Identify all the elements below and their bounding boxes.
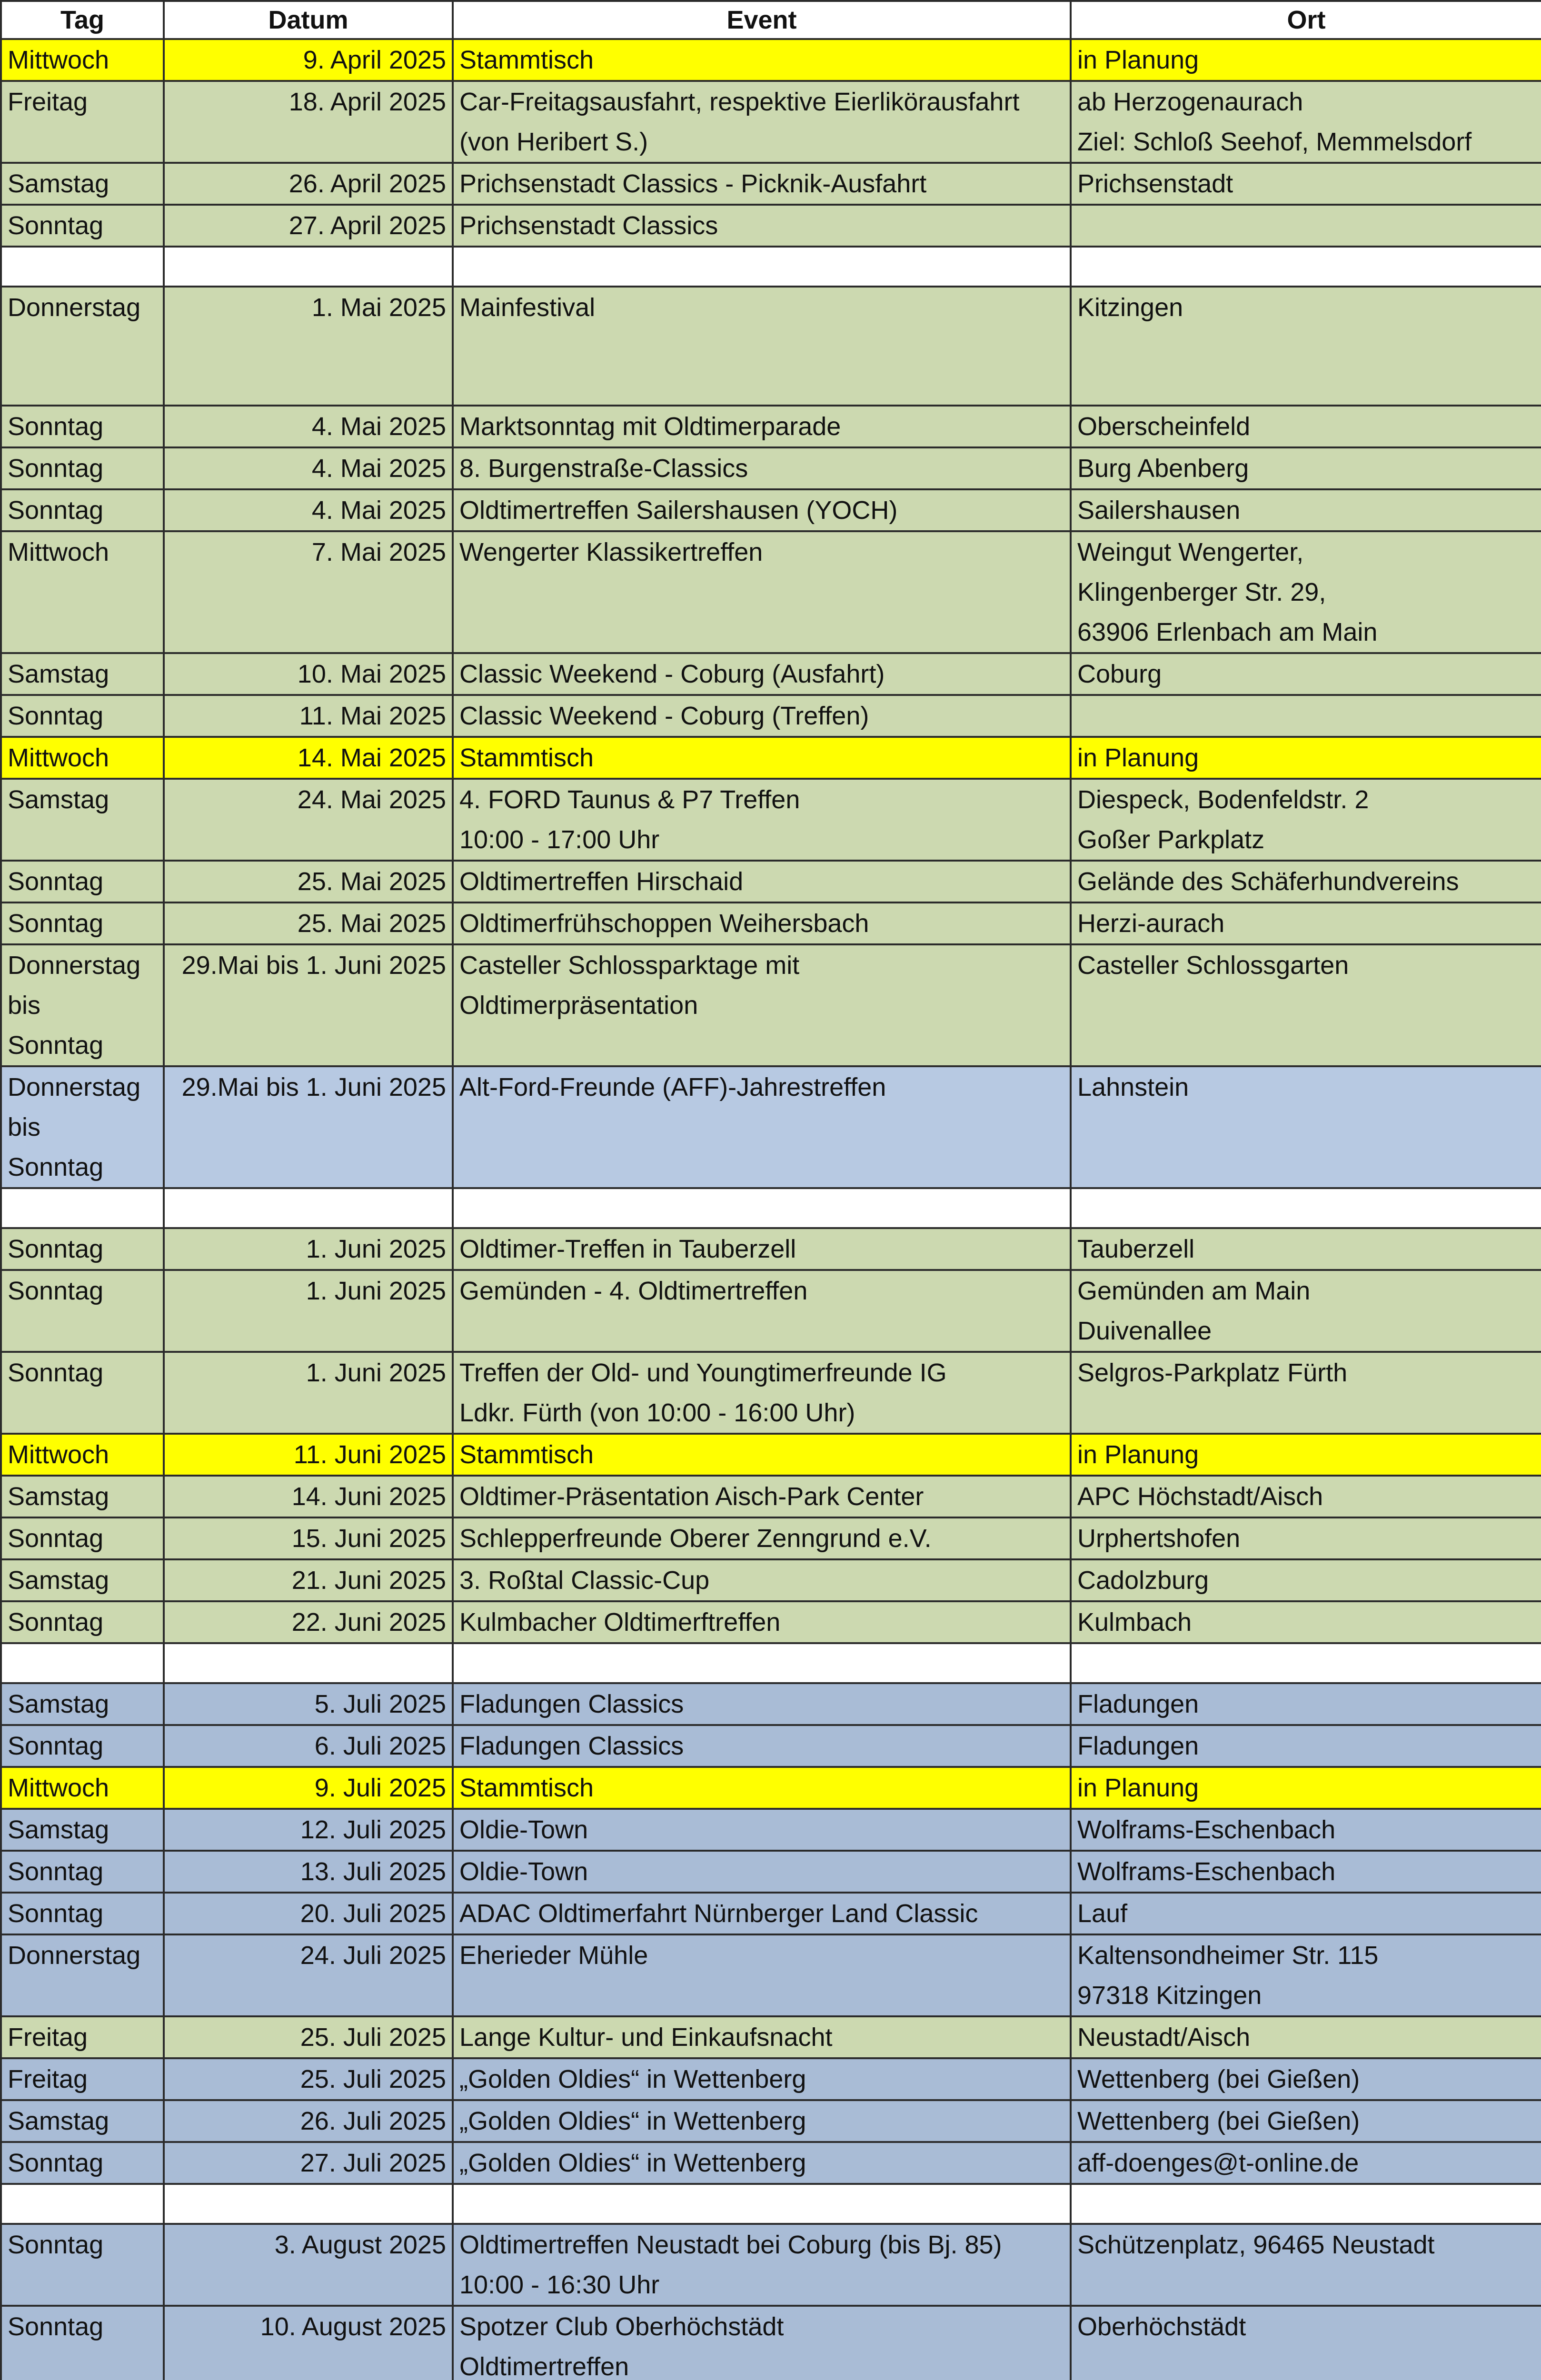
- date-cell: [164, 1643, 453, 1683]
- date-cell: 21. Juni 2025: [164, 1559, 453, 1601]
- location-cell: Casteller Schlossgarten: [1071, 944, 1541, 1066]
- location-cell: in Planung: [1071, 39, 1541, 81]
- event-cell: Wengerter Klassikertreffen: [453, 531, 1071, 653]
- location-cell: Diespeck, Bodenfeldstr. 2 Goßer Parkplatz: [1071, 779, 1541, 861]
- event-row: [1, 902, 1541, 944]
- date-cell: 1. Juni 2025: [164, 1270, 453, 1352]
- event-row: [1, 695, 1541, 737]
- tag-cell: Samstag: [1, 163, 164, 205]
- event-row: [1, 163, 1541, 205]
- date-cell: 5. Juli 2025: [164, 1683, 453, 1725]
- tag-cell: Sonntag: [1, 902, 164, 944]
- tag-cell: Sonntag: [1, 1893, 164, 1934]
- date-cell: 11. Mai 2025: [164, 695, 453, 737]
- tag-cell: Sonntag: [1, 2306, 164, 2380]
- event-cell: Stammtisch: [453, 1767, 1071, 1809]
- location-cell: Neustadt/Aisch: [1071, 2016, 1541, 2058]
- date-cell: 4. Mai 2025: [164, 447, 453, 489]
- event-row: [1, 39, 1541, 81]
- date-cell: 1. Mai 2025: [164, 287, 453, 406]
- event-cell: Marktsonntag mit Oldtimerparade: [453, 406, 1071, 447]
- location-cell: Wolframs-Eschenbach: [1071, 1851, 1541, 1893]
- tag-cell: Mittwoch: [1, 531, 164, 653]
- event-row: [1, 81, 1541, 163]
- tag-cell: Sonntag: [1, 406, 164, 447]
- event-row: [1, 653, 1541, 695]
- location-cell: Oberhöchstädt: [1071, 2306, 1541, 2380]
- event-row: [1, 737, 1541, 779]
- date-cell: 9. April 2025: [164, 39, 453, 81]
- location-cell: [1071, 695, 1541, 737]
- event-row: [1, 1683, 1541, 1725]
- date-cell: 11. Juni 2025: [164, 1434, 453, 1476]
- tag-cell: [1, 1188, 164, 1228]
- tag-cell: Sonntag: [1, 1601, 164, 1643]
- event-cell: „Golden Oldies“ in Wettenberg: [453, 2100, 1071, 2142]
- event-row: [1, 2016, 1541, 2058]
- header-event: Event: [453, 1, 1071, 39]
- event-row: [1, 1434, 1541, 1476]
- tag-cell: Donnerstag bis Sonntag: [1, 944, 164, 1066]
- header-datum: Datum: [164, 1, 453, 39]
- date-cell: 14. Juni 2025: [164, 1476, 453, 1517]
- date-cell: 14. Mai 2025: [164, 737, 453, 779]
- location-cell: Schützenplatz, 96465 Neustadt: [1071, 2224, 1541, 2306]
- event-cell: Oldtimertreffen Hirschaid: [453, 861, 1071, 902]
- event-row: [1, 944, 1541, 1066]
- date-cell: 12. Juli 2025: [164, 1809, 453, 1851]
- date-cell: 25. Mai 2025: [164, 902, 453, 944]
- header-tag: Tag: [1, 1, 164, 39]
- event-row: [1, 531, 1541, 653]
- event-row: [1, 1559, 1541, 1601]
- event-row: [1, 1893, 1541, 1934]
- tag-cell: Sonntag: [1, 695, 164, 737]
- event-row: [1, 2058, 1541, 2100]
- location-cell: Weingut Wengerter, Klingenberger Str. 29, 63906 Erlenbach am Main: [1071, 531, 1541, 653]
- tag-cell: Sonntag: [1, 2142, 164, 2184]
- event-cell: Mainfestival: [453, 287, 1071, 406]
- event-row: [1, 1066, 1541, 1188]
- location-cell: Lauf: [1071, 1893, 1541, 1934]
- location-cell: Herzi-aurach: [1071, 902, 1541, 944]
- event-cell: Oldtimer-Treffen in Tauberzell: [453, 1228, 1071, 1270]
- location-cell: [1071, 247, 1541, 287]
- event-cell: Spotzer Club Oberhöchstädt Oldtimertreffen: [453, 2306, 1071, 2380]
- event-row: [1, 1270, 1541, 1352]
- tag-cell: Freitag: [1, 81, 164, 163]
- event-cell: Oldtimer-Präsentation Aisch-Park Center: [453, 1476, 1071, 1517]
- location-cell: Cadolzburg: [1071, 1559, 1541, 1601]
- event-cell: Casteller Schlossparktage mit Oldtimerpräsentation: [453, 944, 1071, 1066]
- event-row: [1, 1601, 1541, 1643]
- event-cell: Prichsenstadt Classics - Picknik-Ausfahrt: [453, 163, 1071, 205]
- tag-cell: Donnerstag: [1, 1934, 164, 2016]
- location-cell: Selgros-Parkplatz Fürth: [1071, 1352, 1541, 1434]
- tag-cell: Mittwoch: [1, 39, 164, 81]
- spacer-row: [1, 1188, 1541, 1228]
- event-cell: [453, 1188, 1071, 1228]
- tag-cell: Mittwoch: [1, 1767, 164, 1809]
- tag-cell: [1, 247, 164, 287]
- tag-cell: Samstag: [1, 1476, 164, 1517]
- event-cell: 8. Burgenstraße-Classics: [453, 447, 1071, 489]
- event-row: [1, 2306, 1541, 2380]
- location-cell: APC Höchstadt/Aisch: [1071, 1476, 1541, 1517]
- tag-cell: Samstag: [1, 1559, 164, 1601]
- event-cell: Oldtimertreffen Sailershausen (YOCH): [453, 489, 1071, 531]
- event-cell: Lange Kultur- und Einkaufsnacht: [453, 2016, 1071, 2058]
- location-cell: [1071, 2184, 1541, 2224]
- tag-cell: Sonntag: [1, 861, 164, 902]
- location-cell: in Planung: [1071, 1434, 1541, 1476]
- tag-cell: Donnerstag bis Sonntag: [1, 1066, 164, 1188]
- location-cell: aff-doenges@t-online.de: [1071, 2142, 1541, 2184]
- location-cell: Urphertshofen: [1071, 1517, 1541, 1559]
- date-cell: [164, 2184, 453, 2224]
- event-row: [1, 1851, 1541, 1893]
- date-cell: 9. Juli 2025: [164, 1767, 453, 1809]
- tag-cell: Sonntag: [1, 1228, 164, 1270]
- tag-cell: Sonntag: [1, 447, 164, 489]
- location-cell: Kulmbach: [1071, 1601, 1541, 1643]
- header-row: [1, 1, 1541, 39]
- event-cell: „Golden Oldies“ in Wettenberg: [453, 2142, 1071, 2184]
- location-cell: in Planung: [1071, 1767, 1541, 1809]
- event-row: [1, 1934, 1541, 2016]
- location-cell: Fladungen: [1071, 1683, 1541, 1725]
- date-cell: 3. August 2025: [164, 2224, 453, 2306]
- location-cell: Prichsenstadt: [1071, 163, 1541, 205]
- event-cell: [453, 1643, 1071, 1683]
- location-cell: Sailershausen: [1071, 489, 1541, 531]
- location-cell: Wolframs-Eschenbach: [1071, 1809, 1541, 1851]
- event-cell: Oldtimertreffen Neustadt bei Coburg (bis Bj. 85) 10:00 - 16:30 Uhr: [453, 2224, 1071, 2306]
- event-cell: [453, 247, 1071, 287]
- location-cell: Lahnstein: [1071, 1066, 1541, 1188]
- event-row: [1, 1517, 1541, 1559]
- tag-cell: Freitag: [1, 2058, 164, 2100]
- tag-cell: Sonntag: [1, 205, 164, 247]
- location-cell: Kaltensondheimer Str. 115 97318 Kitzingen: [1071, 1934, 1541, 2016]
- spacer-row: [1, 2184, 1541, 2224]
- event-row: [1, 489, 1541, 531]
- date-cell: 26. April 2025: [164, 163, 453, 205]
- event-cell: Oldie-Town: [453, 1851, 1071, 1893]
- location-cell: [1071, 1188, 1541, 1228]
- event-cell: „Golden Oldies“ in Wettenberg: [453, 2058, 1071, 2100]
- date-cell: [164, 1188, 453, 1228]
- event-row: [1, 1352, 1541, 1434]
- location-cell: Gemünden am Main Duivenallee: [1071, 1270, 1541, 1352]
- event-cell: Treffen der Old- und Youngtimerfreunde IG Ldkr. Fürth (von 10:00 - 16:00 Uhr): [453, 1352, 1071, 1434]
- tag-cell: Sonntag: [1, 1270, 164, 1352]
- date-cell: 13. Juli 2025: [164, 1851, 453, 1893]
- event-cell: Fladungen Classics: [453, 1725, 1071, 1767]
- location-cell: Coburg: [1071, 653, 1541, 695]
- date-cell: 25. Juli 2025: [164, 2016, 453, 2058]
- event-cell: Classic Weekend - Coburg (Ausfahrt): [453, 653, 1071, 695]
- event-row: [1, 2224, 1541, 2306]
- spacer-row: [1, 247, 1541, 287]
- date-cell: 4. Mai 2025: [164, 406, 453, 447]
- tag-cell: Sonntag: [1, 1725, 164, 1767]
- date-cell: 1. Juni 2025: [164, 1228, 453, 1270]
- event-cell: Car-Freitagsausfahrt, respektive Eierlikörausfahrt (von Heribert S.): [453, 81, 1071, 163]
- event-row: [1, 447, 1541, 489]
- event-cell: Alt-Ford-Freunde (AFF)-Jahrestreffen: [453, 1066, 1071, 1188]
- location-cell: Kitzingen: [1071, 287, 1541, 406]
- date-cell: 25. Juli 2025: [164, 2058, 453, 2100]
- date-cell: 24. Juli 2025: [164, 1934, 453, 2016]
- event-cell: Oldtimerfrühschoppen Weihersbach: [453, 902, 1071, 944]
- tag-cell: Sonntag: [1, 2224, 164, 2306]
- location-cell: [1071, 1643, 1541, 1683]
- date-cell: [164, 247, 453, 287]
- location-cell: Burg Abenberg: [1071, 447, 1541, 489]
- date-cell: 10. August 2025: [164, 2306, 453, 2380]
- location-cell: in Planung: [1071, 737, 1541, 779]
- event-cell: Stammtisch: [453, 39, 1071, 81]
- event-row: [1, 779, 1541, 861]
- event-cell: Eherieder Mühle: [453, 1934, 1071, 2016]
- event-cell: [453, 2184, 1071, 2224]
- date-cell: 25. Mai 2025: [164, 861, 453, 902]
- event-cell: Classic Weekend - Coburg (Treffen): [453, 695, 1071, 737]
- event-cell: ADAC Oldtimerfahrt Nürnberger Land Classic: [453, 1893, 1071, 1934]
- tag-cell: [1, 2184, 164, 2224]
- location-cell: Wettenberg (bei Gießen): [1071, 2058, 1541, 2100]
- event-row: [1, 2142, 1541, 2184]
- date-cell: 29.Mai bis 1. Juni 2025: [164, 944, 453, 1066]
- date-cell: 26. Juli 2025: [164, 2100, 453, 2142]
- header-ort: Ort: [1071, 1, 1541, 39]
- location-cell: Wettenberg (bei Gießen): [1071, 2100, 1541, 2142]
- tag-cell: Samstag: [1, 2100, 164, 2142]
- date-cell: 18. April 2025: [164, 81, 453, 163]
- spacer-row: [1, 1643, 1541, 1683]
- event-row: [1, 861, 1541, 902]
- date-cell: 10. Mai 2025: [164, 653, 453, 695]
- event-row: [1, 2100, 1541, 2142]
- event-row: [1, 406, 1541, 447]
- event-row: [1, 1767, 1541, 1809]
- location-cell: [1071, 205, 1541, 247]
- tag-cell: Freitag: [1, 2016, 164, 2058]
- event-cell: Schlepperfreunde Oberer Zenngrund e.V.: [453, 1517, 1071, 1559]
- event-cell: Prichsenstadt Classics: [453, 205, 1071, 247]
- event-row: [1, 1809, 1541, 1851]
- tag-cell: [1, 1643, 164, 1683]
- tag-cell: Mittwoch: [1, 1434, 164, 1476]
- event-row: [1, 1228, 1541, 1270]
- tag-cell: Sonntag: [1, 1352, 164, 1434]
- event-cell: Kulmbacher Oldtimerftreffen: [453, 1601, 1071, 1643]
- location-cell: Fladungen: [1071, 1725, 1541, 1767]
- event-cell: Fladungen Classics: [453, 1683, 1071, 1725]
- tag-cell: Sonntag: [1, 489, 164, 531]
- event-row: [1, 205, 1541, 247]
- tag-cell: Samstag: [1, 779, 164, 861]
- date-cell: 1. Juni 2025: [164, 1352, 453, 1434]
- event-cell: 4. FORD Taunus & P7 Treffen 10:00 - 17:00 Uhr: [453, 779, 1071, 861]
- tag-cell: Samstag: [1, 653, 164, 695]
- date-cell: 24. Mai 2025: [164, 779, 453, 861]
- event-cell: Oldie-Town: [453, 1809, 1071, 1851]
- tag-cell: Samstag: [1, 1809, 164, 1851]
- location-cell: Gelände des Schäferhundvereins: [1071, 861, 1541, 902]
- tag-cell: Donnerstag: [1, 287, 164, 406]
- event-row: [1, 1476, 1541, 1517]
- date-cell: 27. Juli 2025: [164, 2142, 453, 2184]
- tag-cell: Sonntag: [1, 1851, 164, 1893]
- date-cell: 27. April 2025: [164, 205, 453, 247]
- event-cell: Stammtisch: [453, 737, 1071, 779]
- date-cell: 7. Mai 2025: [164, 531, 453, 653]
- event-cell: 3. Roßtal Classic-Cup: [453, 1559, 1071, 1601]
- event-cell: Stammtisch: [453, 1434, 1071, 1476]
- location-cell: Oberscheinfeld: [1071, 406, 1541, 447]
- date-cell: 15. Juni 2025: [164, 1517, 453, 1559]
- date-cell: 6. Juli 2025: [164, 1725, 453, 1767]
- date-cell: 29.Mai bis 1. Juni 2025: [164, 1066, 453, 1188]
- date-cell: 20. Juli 2025: [164, 1893, 453, 1934]
- event-row: [1, 287, 1541, 406]
- tag-cell: Sonntag: [1, 1517, 164, 1559]
- location-cell: Tauberzell: [1071, 1228, 1541, 1270]
- location-cell: ab Herzogenaurach Ziel: Schloß Seehof, Memmelsdorf: [1071, 81, 1541, 163]
- tag-cell: Mittwoch: [1, 737, 164, 779]
- event-row: [1, 1725, 1541, 1767]
- date-cell: 4. Mai 2025: [164, 489, 453, 531]
- date-cell: 22. Juni 2025: [164, 1601, 453, 1643]
- event-cell: Gemünden - 4. Oldtimertreffen: [453, 1270, 1071, 1352]
- tag-cell: Samstag: [1, 1683, 164, 1725]
